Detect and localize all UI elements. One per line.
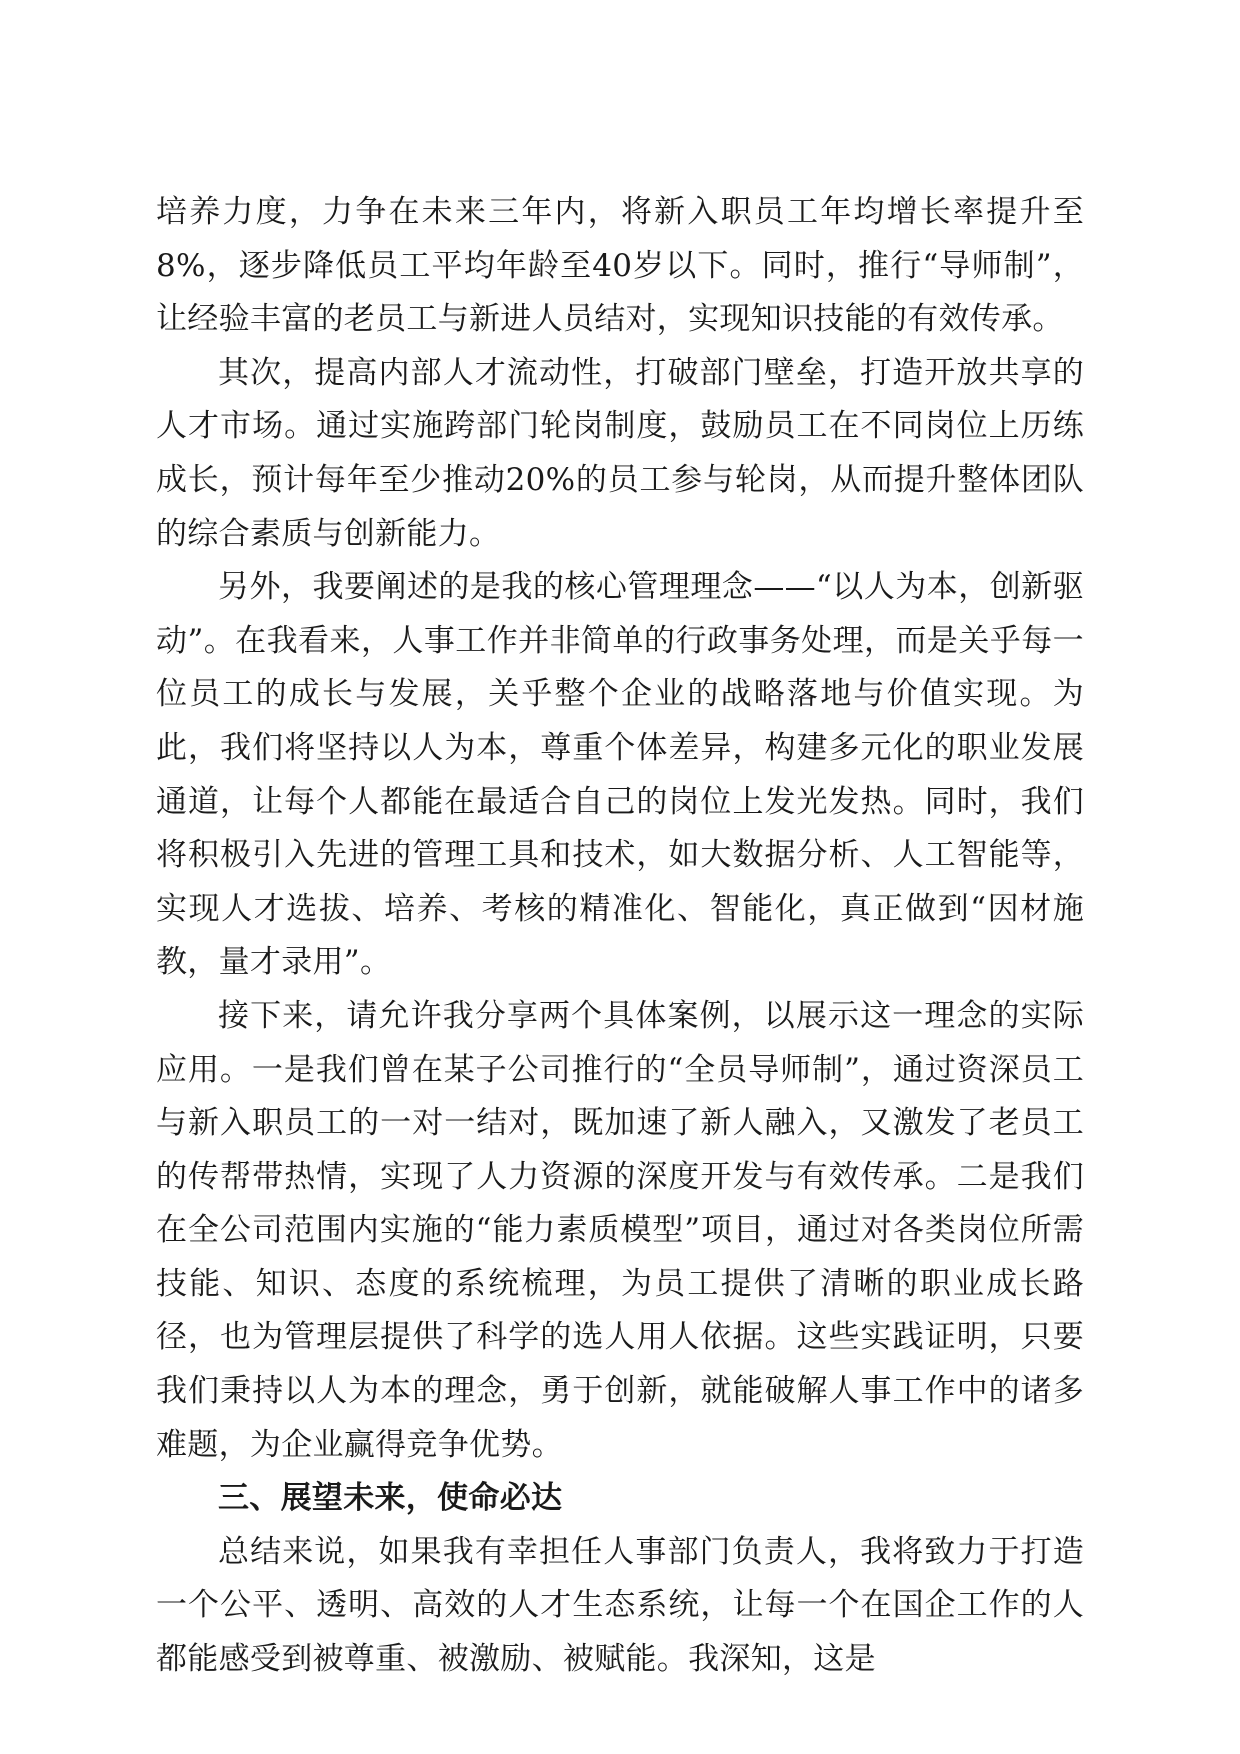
paragraph-internal-mobility: 其次，提高内部人才流动性，打破部门壁垒，打造开放共享的人才市场。通过实施跨部门轮岗制度，鼓励员工在不同岗位上历练成长，预计每年至少推动20%的员工参与轮岗，从而提升整体团队的综合素质与创新能力。 <box>156 354 1084 552</box>
paragraph-conclusion: 总结来说，如果我有幸担任人事部门负责人，我将致力于打造一个公平、透明、高效的人才生态系统，让每一个在国企工作的人都能感受到被尊重、被激励、被赋能。我深知，这是 <box>156 1533 1084 1678</box>
section-heading-three: 三、展望未来，使命必达 <box>218 1480 563 1517</box>
document-page <box>156 186 1084 1687</box>
paragraph-talent-training: 培养力度，力争在未来三年内，将新入职员工年均增长率提升至8%，逐步降低员工平均年龄至40岁以下。同时，推行“导师制”，让经验丰富的老员工与新进人员结对，实现知识技能的有效传承。 <box>156 194 1084 338</box>
paragraph-management-philosophy: 另外，我要阐述的是我的核心管理理念——“以人为本，创新驱动”。在我看来，人事工作并非简单的行政事务处理，而是关乎每一位员工的成长与发展，关乎整个企业的战略落地与价值实现。为此，我们将坚持以人为本，尊重个体差异，构建多元化的职业发展通道，让每个人都能在最适合自己的岗位上发光发热。同时，我们将积极引入先进的管理工具和技术，如大数据分析、人工智能等，实现人才选拔、培养、考核的精准化、智能化，真正做到“因材施教，量才录用”。 <box>156 569 1084 981</box>
paragraph-case-studies: 接下来，请允许我分享两个具体案例，以展示这一理念的实际应用。一是我们曾在某子公司推行的“全员导师制”，通过资深员工与新入职员工的一对一结对，既加速了新人融入，又激发了老员工的传帮带热情，实现了人力资源的深度开发与有效传承。二是我们在全公司范围内实施的“能力素质模型”项目，通过对各类岗位所需技能、知识、态度的系统梳理，为员工提供了清晰的职业成长路径，也为管理层提供了科学的选人用人依据。这些实践证明，只要我们秉持以人为本的理念，勇于创新，就能破解人事工作中的诸多难题，为企业赢得竞争优势。 <box>156 997 1084 1463</box>
